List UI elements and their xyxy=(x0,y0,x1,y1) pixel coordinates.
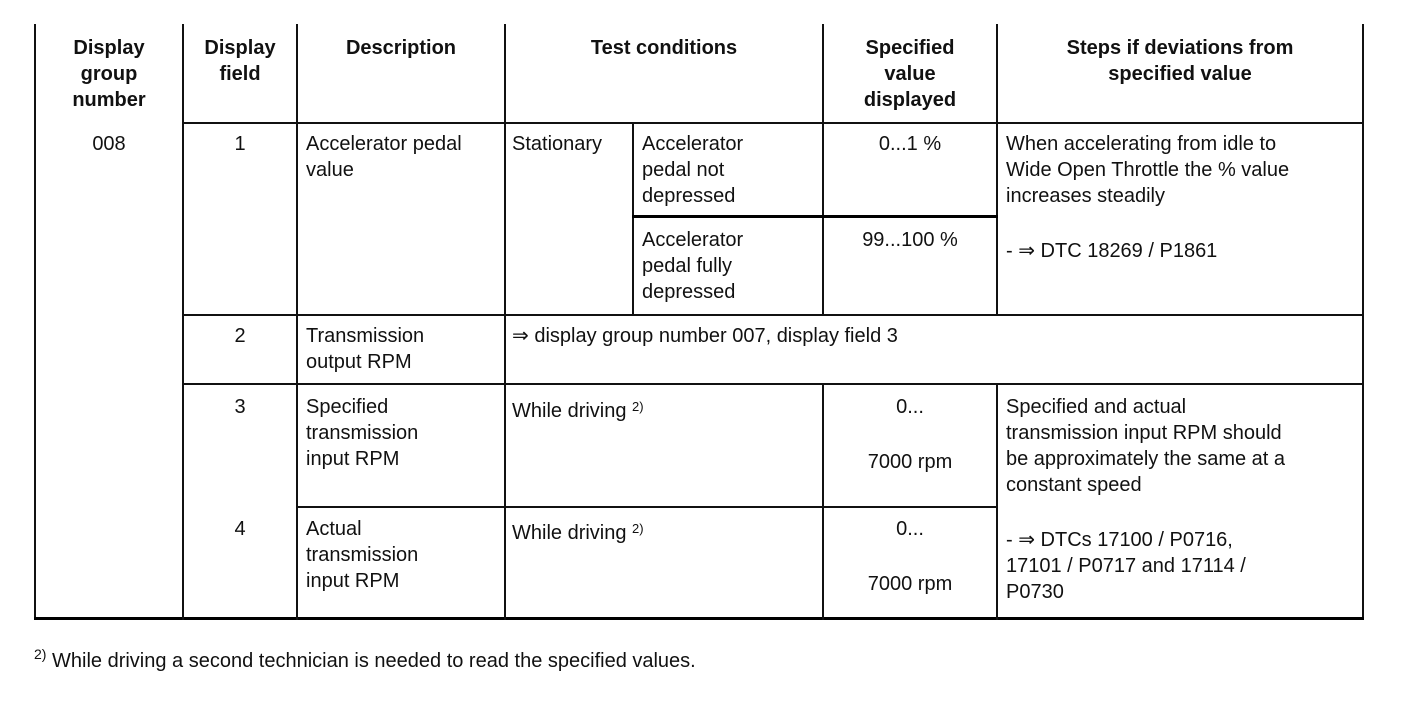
row1-sub2-value: 99...100 % xyxy=(862,229,958,251)
footnote-marker: 2) xyxy=(34,646,47,662)
row3-condition xyxy=(512,398,818,424)
header-group: Display group number xyxy=(72,37,146,111)
row1-description: Accelerator pedal value xyxy=(306,133,462,181)
row2-bottom xyxy=(182,383,1364,385)
row4-description: Actual transmission input RPM xyxy=(306,518,419,592)
row1-sub1-value: 0...1 % xyxy=(878,133,942,155)
row4-footnote-ref: 2) xyxy=(632,521,644,536)
row3-description: Specified transmission input RPM xyxy=(306,396,419,470)
row3-bottom xyxy=(296,506,998,508)
row1-sub-divider xyxy=(632,215,998,218)
row4-condition-text: While driving xyxy=(512,522,627,544)
header-steps: Steps if deviations from specified value xyxy=(1066,37,1294,85)
row3-field: 3 xyxy=(234,396,246,418)
row2-description: Transmission output RPM xyxy=(306,325,425,373)
row1-bottom xyxy=(182,314,1364,316)
row1-sub1-condition: Accelerator pedal not depressed xyxy=(642,133,744,207)
footnote-text: While driving a second technician is needed to read the specified values. xyxy=(52,650,696,672)
row4-steps-dtc: - ⇒ DTCs 17100 / P0716, 17101 / P0717 and 17114 / P0730 xyxy=(1006,529,1246,603)
row3-steps: Specified and actual transmission input RPM should be approximately the same at a constant speed xyxy=(1006,396,1286,496)
col-divider-value-2 xyxy=(996,384,998,620)
footnote xyxy=(34,646,696,673)
table-border-bottom xyxy=(34,617,1364,620)
row3-footnote-ref: 2) xyxy=(632,399,644,414)
row3-value-b: 7000 rpm xyxy=(867,451,953,473)
row2-field: 2 xyxy=(234,325,246,347)
row3-condition-text: While driving xyxy=(512,400,627,422)
row3-value-a: 0... xyxy=(896,396,924,418)
header-field: Display field xyxy=(204,37,276,85)
col-divider-desc xyxy=(504,24,506,620)
col-divider-field xyxy=(296,24,298,620)
row4-value-a: 0... xyxy=(896,518,924,540)
header-specified-value: Specified value displayed xyxy=(863,37,957,111)
row2-reference: ⇒ display group number 007, display field 3 xyxy=(512,325,898,347)
header-test-conditions: Test conditions xyxy=(590,37,738,59)
row4-value-b: 7000 rpm xyxy=(867,573,953,595)
header-description: Description xyxy=(345,37,457,59)
row4-field: 4 xyxy=(234,518,246,540)
table-border-right xyxy=(1362,24,1364,620)
row1-steps: When accelerating from idle to Wide Open Throttle the % value increases steadily xyxy=(1006,133,1290,207)
row1-condition-main: Stationary xyxy=(512,133,603,155)
group-number: 008 xyxy=(92,133,126,155)
row1-steps-dtc: - ⇒ DTC 18269 / P1861 xyxy=(1006,240,1218,262)
row4-condition xyxy=(512,520,818,546)
row1-field: 1 xyxy=(234,133,246,155)
row1-sub2-condition: Accelerator pedal fully depressed xyxy=(642,229,744,303)
header-divider xyxy=(182,122,1364,124)
col-divider-stationary xyxy=(632,122,634,316)
table-border-left xyxy=(34,24,36,620)
